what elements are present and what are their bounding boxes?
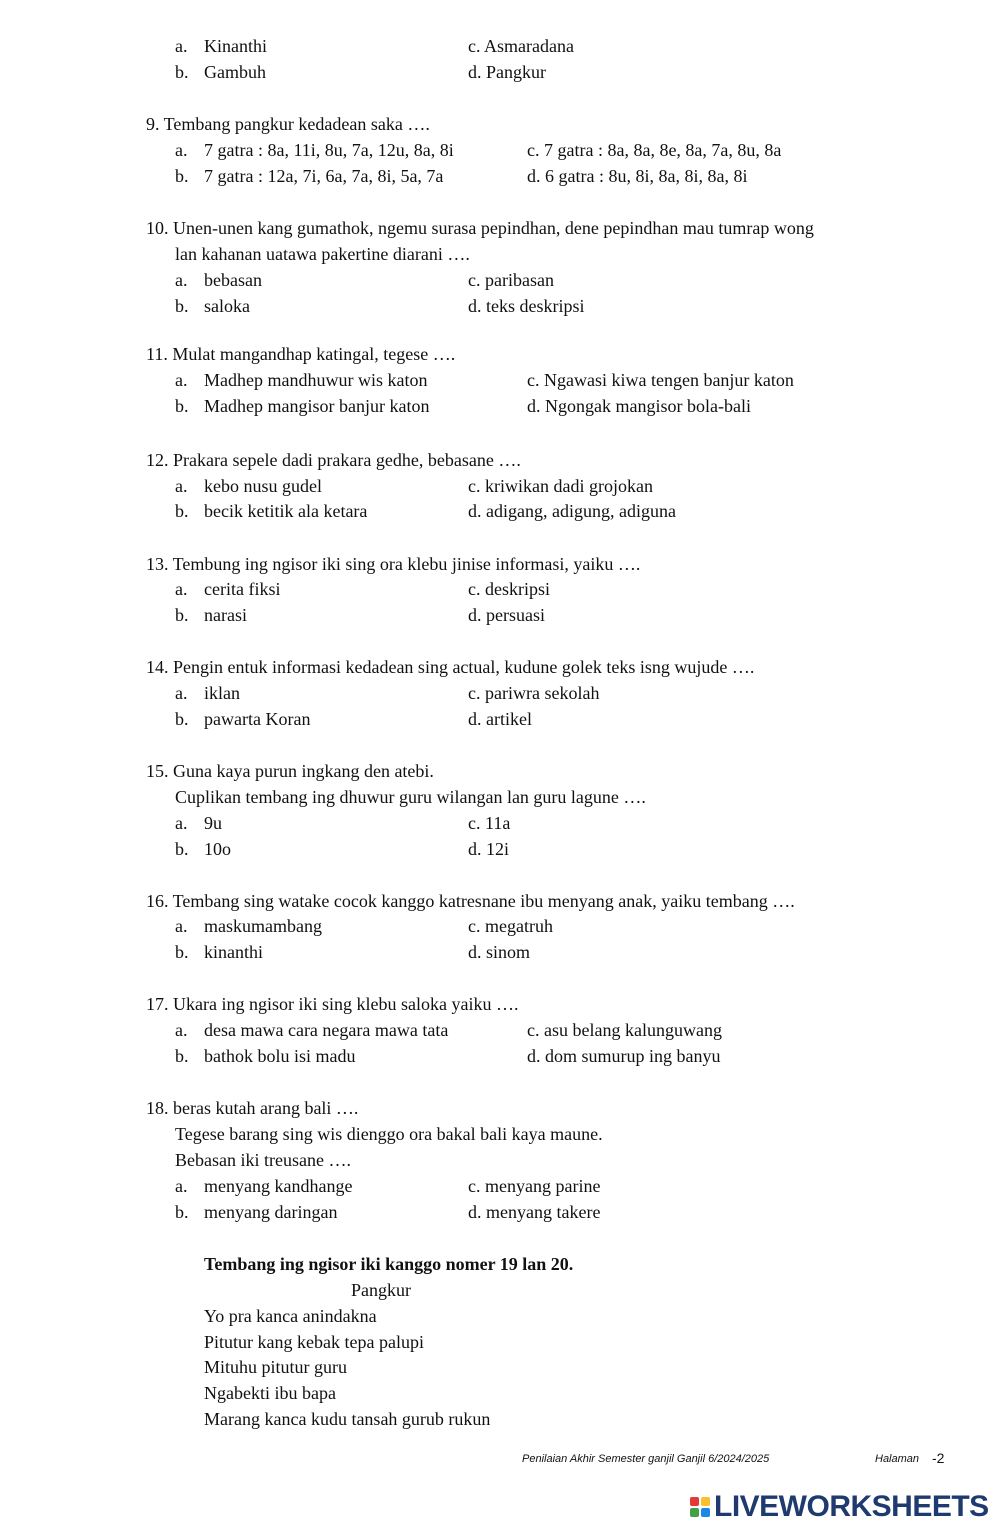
option-a: cerita fiksi bbox=[204, 579, 281, 599]
option-b-label: b. bbox=[175, 296, 189, 316]
question-text-cont: lan kahanan uatawa pakertine diarani …. bbox=[175, 244, 470, 264]
option-d: d. 12i bbox=[468, 839, 510, 859]
option-b: becik ketitik ala ketara bbox=[204, 501, 368, 521]
question-text: 15. Guna kaya purun ingkang den atebi. bbox=[146, 761, 434, 781]
option-b-label: b. bbox=[175, 396, 189, 416]
option-d: d. dom sumurup ing banyu bbox=[527, 1046, 721, 1066]
option-a: 7 gatra : 8a, 11i, 8u, 7a, 12u, 8a, 8i bbox=[204, 140, 454, 160]
option-b-label: b. bbox=[175, 501, 189, 521]
footer-page-label: Halaman bbox=[875, 1453, 920, 1465]
question-text: 13. Tembung ing ngisor iki sing ora klebu jinise informasi, yaiku …. bbox=[146, 554, 641, 574]
poem-line: Mituhu pitutur guru bbox=[204, 1357, 347, 1377]
option-c: c. kriwikan dadi grojokan bbox=[468, 476, 653, 496]
option-a-label: a. bbox=[175, 1020, 188, 1040]
option-d: d. adigang, adigung, adiguna bbox=[468, 501, 676, 521]
option-b-label: b. bbox=[175, 1046, 189, 1066]
question-text-cont-2: Bebasan iki treusane …. bbox=[175, 1150, 351, 1170]
option-c: c. 7 gatra : 8a, 8a, 8e, 8a, 7a, 8u, 8a bbox=[527, 140, 782, 160]
option-b: kinanthi bbox=[204, 942, 263, 962]
option-b-label: b. bbox=[175, 62, 189, 82]
option-c: c. pariwra sekolah bbox=[468, 683, 600, 703]
question-text-cont: Cuplikan tembang ing dhuwur guru wilangan lan guru lagune …. bbox=[175, 787, 646, 807]
liveworksheets-wordmark: LIVEWORKSHEETS bbox=[714, 1490, 989, 1523]
option-b-label: b. bbox=[175, 839, 189, 859]
option-a: iklan bbox=[204, 683, 240, 703]
question-text: 14. Pengin entuk informasi kedadean sing actual, kudune golek teks isng wujude …. bbox=[146, 657, 755, 677]
option-a-label: a. bbox=[175, 370, 188, 390]
question-text: 12. Prakara sepele dadi prakara gedhe, bebasane …. bbox=[146, 450, 521, 470]
question-text: 10. Unen-unen kang gumathok, ngemu surasa pepindhan, dene pepindhan mau tumrap wong bbox=[146, 218, 814, 238]
option-b: narasi bbox=[204, 605, 247, 625]
option-d: d. Pangkur bbox=[468, 62, 546, 82]
option-b: Madhep mangisor banjur katon bbox=[204, 396, 430, 416]
option-b-label: b. bbox=[175, 605, 189, 625]
liveworksheets-icon bbox=[690, 1497, 710, 1517]
option-d: d. artikel bbox=[468, 709, 532, 729]
option-a: menyang kandhange bbox=[204, 1176, 353, 1196]
option-a: 9u bbox=[204, 813, 222, 833]
poem-line: Pitutur kang kebak tepa palupi bbox=[204, 1332, 424, 1352]
poem-line: Marang kanca kudu tansah gurub rukun bbox=[204, 1409, 491, 1429]
poem-line: Yo pra kanca anindakna bbox=[204, 1306, 377, 1326]
option-a: Kinanthi bbox=[204, 36, 267, 56]
footer-exam-title: Penilaian Akhir Semester ganjil Ganjil 6/2024/2025 bbox=[522, 1453, 770, 1465]
option-a: maskumambang bbox=[204, 916, 322, 936]
option-a-label: a. bbox=[175, 916, 188, 936]
option-b-label: b. bbox=[175, 166, 189, 186]
option-a-label: a. bbox=[175, 683, 188, 703]
question-text: 9. Tembang pangkur kedadean saka …. bbox=[146, 114, 430, 134]
option-c: c. 11a bbox=[468, 813, 511, 833]
option-c: c. asu belang kalunguwang bbox=[527, 1020, 722, 1040]
option-a-label: a. bbox=[175, 476, 188, 496]
option-b-label: b. bbox=[175, 942, 189, 962]
option-d: d. 6 gatra : 8u, 8i, 8a, 8i, 8a, 8i bbox=[527, 166, 748, 186]
option-b: pawarta Koran bbox=[204, 709, 311, 729]
option-a-label: a. bbox=[175, 140, 188, 160]
option-a-label: a. bbox=[175, 579, 188, 599]
option-d: d. Ngongak mangisor bola-bali bbox=[527, 396, 751, 416]
option-b: 7 gatra : 12a, 7i, 6a, 7a, 8i, 5a, 7a bbox=[204, 166, 444, 186]
option-d: d. teks deskripsi bbox=[468, 296, 585, 316]
option-c: c. megatruh bbox=[468, 916, 553, 936]
option-a: kebo nusu gudel bbox=[204, 476, 322, 496]
option-b: bathok bolu isi madu bbox=[204, 1046, 356, 1066]
option-c: c. Ngawasi kiwa tengen banjur katon bbox=[527, 370, 794, 390]
option-c: c. Asmaradana bbox=[468, 36, 574, 56]
poem-title: Pangkur bbox=[351, 1280, 411, 1300]
liveworksheets-logo bbox=[690, 1490, 989, 1524]
question-text: 18. beras kutah arang bali …. bbox=[146, 1098, 359, 1118]
option-b-label: b. bbox=[175, 709, 189, 729]
option-a: desa mawa cara negara mawa tata bbox=[204, 1020, 449, 1040]
question-text: 16. Tembang sing watake cocok kanggo katresnane ibu menyang anak, yaiku tembang …. bbox=[146, 891, 795, 911]
option-d: d. sinom bbox=[468, 942, 531, 962]
footer-page-number: -2 bbox=[932, 1450, 945, 1466]
question-text-cont: Tegese barang sing wis dienggo ora bakal bali kaya maune. bbox=[175, 1124, 603, 1144]
option-d: d. menyang takere bbox=[468, 1202, 601, 1222]
option-a: bebasan bbox=[204, 270, 262, 290]
option-a-label: a. bbox=[175, 1176, 188, 1196]
option-b: saloka bbox=[204, 296, 250, 316]
poem-line: Ngabekti ibu bapa bbox=[204, 1383, 336, 1403]
option-a: Madhep mandhuwur wis katon bbox=[204, 370, 428, 390]
option-c: c. menyang parine bbox=[468, 1176, 601, 1196]
option-b: menyang daringan bbox=[204, 1202, 338, 1222]
question-text: 11. Mulat mangandhap katingal, tegese …. bbox=[146, 344, 456, 364]
option-b: 10o bbox=[204, 839, 231, 859]
option-c: c. deskripsi bbox=[468, 579, 550, 599]
question-text: 17. Ukara ing ngisor iki sing klebu saloka yaiku …. bbox=[146, 994, 519, 1014]
option-b-label: b. bbox=[175, 1202, 189, 1222]
option-a-label: a. bbox=[175, 36, 188, 56]
option-b: Gambuh bbox=[204, 62, 266, 82]
option-a-label: a. bbox=[175, 270, 188, 290]
option-c: c. paribasan bbox=[468, 270, 554, 290]
option-a-label: a. bbox=[175, 813, 188, 833]
poem-heading: Tembang ing ngisor iki kanggo nomer 19 lan 20. bbox=[204, 1254, 574, 1274]
option-d: d. persuasi bbox=[468, 605, 545, 625]
